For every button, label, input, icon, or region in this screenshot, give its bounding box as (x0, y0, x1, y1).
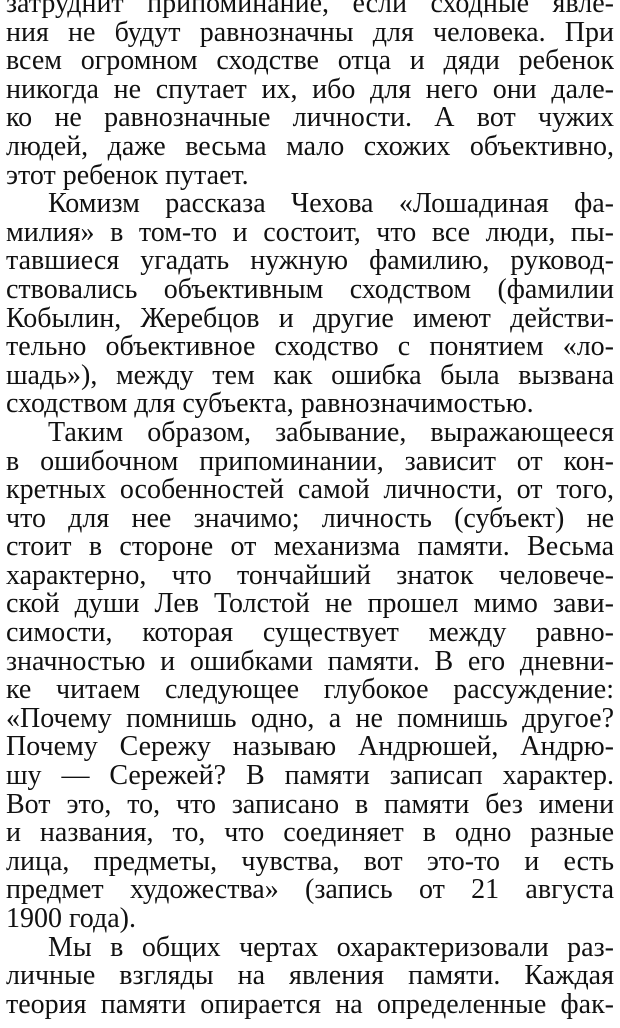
text-line: Мы в общих чертах охарактеризовали раз- (48, 931, 614, 963)
text-line: ке читаем следующее глубокое рассуждение: (6, 674, 614, 706)
text-line: ния не будут равнозначны для человека. При (6, 16, 614, 48)
paragraph (6, 190, 614, 419)
text-line: никогда не спутает их, ибо для него они дале- (6, 73, 614, 105)
text-line: сходством для субъекта, равнозначимостью. (6, 388, 534, 420)
text-line: в ошибочном припоминании, зависит от кон- (6, 445, 614, 477)
text-line: характерно, что тончайший знаток человече- (6, 559, 614, 591)
text-line: и названия, то, что соединяет в одно разные (6, 817, 614, 849)
text-line: ской души Лев Толстой не прошел мимо зави- (6, 588, 614, 620)
text-line: шадь»), между тем как ошибка была вызвана (6, 359, 614, 391)
paragraph (6, 931, 614, 1020)
text-line: стоит в стороне от механизма памяти. Весьма (6, 531, 614, 563)
paragraph (6, 0, 614, 190)
page-text (6, 0, 614, 1019)
text-line: Кобылин, Жеребцов и другие имеют действи- (6, 302, 614, 334)
text-line: значностью и ошибками памяти. В его дневни- (6, 645, 614, 677)
text-line: Почему Сережу называю Андрюшей, Андрю- (6, 731, 614, 763)
text-line: тавшиеся угадать нужную фамилию, руковод- (6, 245, 614, 277)
text-line: людей, даже весьма мало схожих объективно, (6, 130, 614, 162)
text-line: «Почему помнишь одно, а не помнишь другое? (6, 702, 614, 734)
text-line: теория памяти опирается на определенные фак- (6, 988, 614, 1020)
text-line: личные взгляды на явления памяти. Каждая (6, 960, 614, 992)
text-line: Вот это, то, что записано в памяти без имени (6, 788, 614, 820)
text-line: 1900 года). (6, 903, 136, 934)
text-line: ствовались объективным сходством (фамилии (6, 273, 614, 305)
text-line: затруднит припоминание, если сходные явле- (6, 0, 614, 19)
text-line: всем огромном сходстве отца и дяди ребенок (6, 45, 614, 77)
text-line: милия» в том-то и состоит, что все люди, пы- (6, 216, 614, 248)
text-line: Комизм рассказа Чехова «Лошадиная фа- (48, 188, 614, 220)
text-line: лица, предметы, чувства, вот это-то и есть (6, 845, 614, 877)
text-line: шу — Сережей? В памяти записап характер. (6, 760, 614, 792)
text-line: предмет художества» (запись от 21 августа (6, 874, 614, 906)
text-line: ко не равнозначные личности. А вот чужих (6, 102, 614, 134)
text-line: кретных особенностей самой личности, от того, (6, 474, 614, 506)
text-line: тельно объективное сходство с понятием «ло- (6, 331, 614, 363)
text-line: симости, которая существует между равно- (6, 617, 614, 649)
text-line: этот ребенок путает. (6, 159, 249, 191)
text-line: Таким образом, забывание, выражающееся (48, 416, 614, 448)
text-line: что для нее значимо; личность (субъект) не (6, 502, 614, 534)
paragraph (6, 416, 614, 934)
